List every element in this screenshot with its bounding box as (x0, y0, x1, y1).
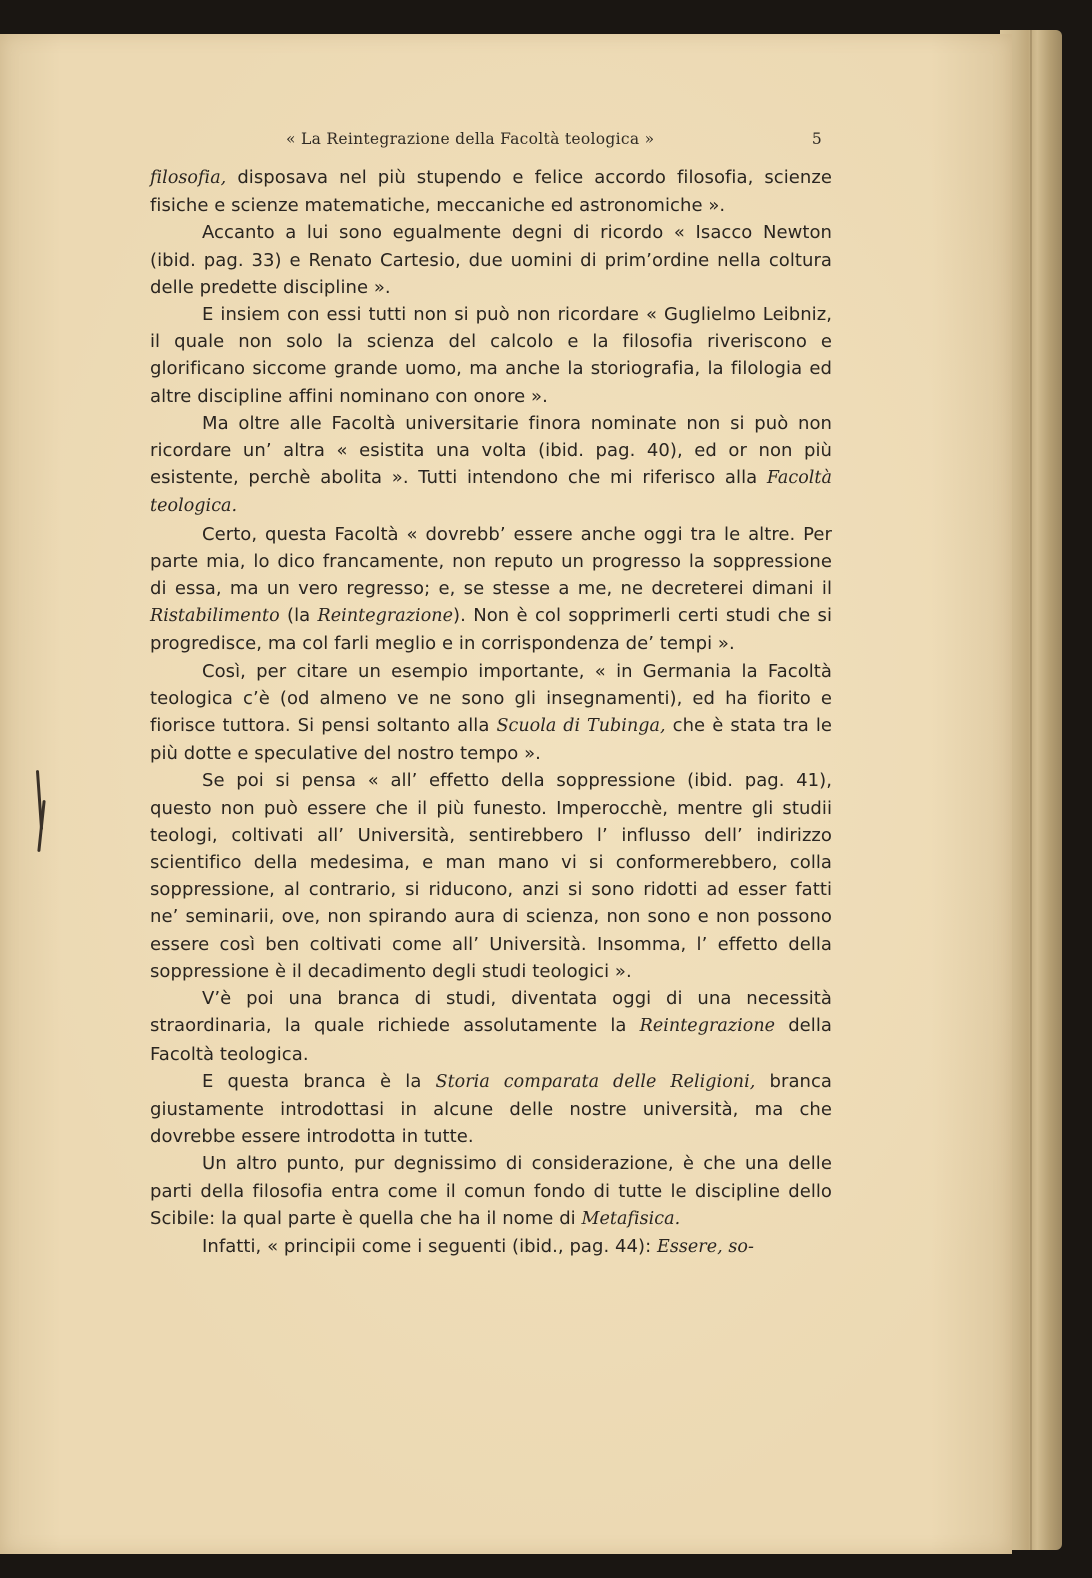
italic-text: Scuola di Tubinga, (496, 716, 666, 737)
paragraph (150, 1150, 832, 1233)
text-run: disposava nel più stupendo e felice accordo filosofia, scienze fisiche e scienze matematiche, meccaniche ed astronomiche ». (150, 167, 832, 217)
running-header (150, 126, 830, 152)
text-run: che è stata tra le più dotte e speculative del nostro tempo ». (150, 715, 832, 765)
text-run: Se poi si pensa « all’ effetto della soppressione (ibid. pag. 41), questo non può essere che il più funesto. Imperocchè, mentre gli studii teologi, coltivati all’ Università, sentirebbero l’ influsso dell’ indirizzo scientifico della medesima, e man mano vi si conformerebbero, colla soppressione, al contrario, si riducono, anzi si sono ridotti ad esser fatti ne’ seminarii, ove, non spirando aura di scienza, non sono e non possono essere così ben coltivati come all’ Università. Insomma, l’ effetto della soppressione è il decadimento degli studi teologici ». (150, 770, 832, 982)
italic-text: Ristabilimento (150, 606, 280, 627)
text-run: Certo, questa Facoltà « dovrebb’ essere anche oggi tra le altre. Per parte mia, lo dico francamente, non reputo un progresso la soppressione di essa, ma un vero regresso; e, se stesse a me, ne decreterei dimani il (150, 523, 832, 600)
paragraph (150, 219, 832, 301)
paragraph (150, 1068, 832, 1151)
italic-text: Essere, so- (657, 1236, 754, 1257)
paragraph (150, 521, 832, 658)
text-run: Così, per citare un esempio importante, « in Germania la Facoltà teologica c’è (od almeno ve ne sono gli insegnamenti), ed ha fiorito e fiorisce tuttora. Si pensi soltanto alla (150, 660, 832, 737)
text-run: V’è poi una branca di studi, diventata oggi di una necessità straordinaria, la quale richiede assolutamente la (150, 988, 832, 1037)
italic-text: Reintegrazione (317, 606, 454, 627)
text-run: della Facoltà teologica. (150, 1015, 832, 1065)
paragraph (150, 301, 832, 410)
text-run: ). Non è col sopprimerli certi studi che si progredisce, ma col farli meglio e in corrispondenza de’ tempi ». (150, 605, 833, 655)
italic-text: filosofia, (150, 168, 227, 188)
italic-text: Metafisica. (581, 1208, 681, 1229)
text-run: branca giustamente introdottasi in alcune delle nostre università, ma che dovrebbe essere introdotta in tutte. (150, 1070, 833, 1148)
body-text (150, 164, 832, 1261)
text-run: E insiem con essi tutti non si può non ricordare « Guglielmo Leibniz, il quale non solo la scienza del calcolo e la filosofia riveriscono e glorificano siccome grande uomo, ma anche la storiografia, la filologia ed altre discipline affini nominano con onore ». (150, 304, 832, 407)
paragraph (150, 164, 832, 219)
text-run: Accanto a lui sono egualmente degni di ricordo « Isacco Newton (ibid. pag. 33) e Renato Cartesio, due uomini di prim’ordine nella coltura delle predette discipline ». (150, 222, 832, 298)
text-run: Un altro punto, pur degnissimo di considerazione, è che una delle parti della filosofia entra come il comun fondo di tutte le discipline dello Scibile: la qual parte è quella che ha il nome di (150, 1153, 832, 1229)
italic-text: Reintegrazione (639, 1016, 776, 1037)
text-run: Infatti, « principii come i seguenti (ibid., pag. 44): (202, 1235, 657, 1257)
paragraph (150, 410, 832, 521)
text-run: E questa branca è la (202, 1070, 436, 1092)
paragraph (150, 1233, 832, 1261)
italic-text: Storia comparata delle Religioni, (435, 1071, 756, 1092)
text-run: (la (279, 605, 318, 627)
paragraph (150, 985, 832, 1068)
page-number: 5 (811, 130, 822, 148)
paragraph (150, 658, 832, 768)
running-header-title: « La Reintegrazione della Facoltà teologica » (286, 130, 655, 148)
paragraph (150, 767, 832, 985)
italic-text: Facoltà teologica. (150, 468, 832, 517)
text-run: Ma oltre alle Facoltà universitarie finora nominate non si può non ricordare un’ altra « esistita una volta (ibid. pag. 40), ed or non più esistente, perchè abolita ». Tutti intendono che mi riferisco alla (150, 412, 832, 489)
